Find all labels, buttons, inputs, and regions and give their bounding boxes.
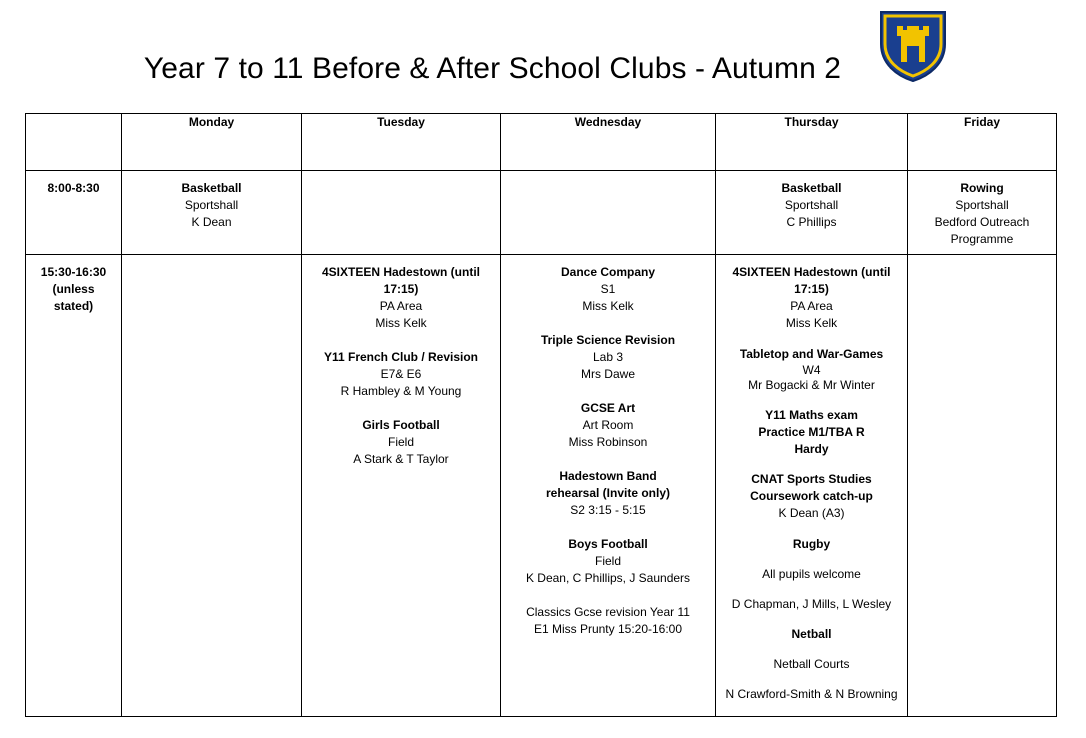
club-staff: Miss Kelk <box>785 316 838 330</box>
club-name: Rugby <box>792 536 831 551</box>
club-entry <box>716 347 907 394</box>
club-entry <box>302 349 500 400</box>
clubs-timetable <box>25 113 1057 717</box>
cell-tuesday-afternoon <box>302 255 501 717</box>
club-name: CNAT Sports Studies Coursework catch-up <box>750 471 873 503</box>
day-header-tuesday: Tuesday <box>302 114 501 171</box>
club-detail: E1 Miss Prunty 15:20-16:00 <box>533 622 683 636</box>
club-staff: R Hambley & M Young <box>340 384 462 398</box>
club-name: Rowing <box>960 181 1004 195</box>
club-detail: Classics Gcse revision Year 11 <box>526 605 690 619</box>
club-entry <box>122 180 301 231</box>
cell-monday-afternoon <box>122 255 302 717</box>
club-name: Y11 French Club / Revision <box>323 350 479 364</box>
day-header-monday: Monday <box>122 114 302 171</box>
club-entry <box>501 332 715 383</box>
club-entry <box>716 471 907 522</box>
after-school-row <box>26 255 1057 717</box>
club-entry <box>501 264 715 315</box>
club-entry <box>716 536 907 553</box>
club-detail: Programme <box>950 232 1014 246</box>
corner-cell <box>26 114 122 171</box>
club-entry <box>716 180 907 231</box>
header-row <box>26 114 1057 171</box>
club-staff: C Phillips <box>786 215 837 229</box>
club-entry <box>716 686 907 703</box>
day-header-friday: Friday <box>908 114 1057 171</box>
club-location: Field <box>387 435 414 449</box>
club-name: Basketball <box>181 181 242 195</box>
day-header-wednesday: Wednesday <box>501 114 716 171</box>
club-entry <box>501 604 715 638</box>
club-name: Y11 Maths exam Practice M1/TBA R Hardy <box>758 407 865 456</box>
club-entry <box>716 626 907 643</box>
club-location: S1 <box>600 282 616 296</box>
club-name: Netball <box>791 626 832 641</box>
club-detail: Bedford Outreach <box>934 215 1030 229</box>
club-staff: K Dean <box>191 215 232 229</box>
club-staff: Mr Bogacki & Mr Winter <box>748 378 875 392</box>
club-entry <box>716 566 907 583</box>
club-location: E7& E6 <box>380 367 422 381</box>
club-entry <box>302 417 500 468</box>
before-school-row <box>26 171 1057 255</box>
club-staff: A Stark & T Taylor <box>353 452 449 466</box>
club-entry <box>908 180 1056 248</box>
cell-wednesday-morning <box>501 171 716 255</box>
club-location: PA Area <box>379 299 423 313</box>
club-name: GCSE Art <box>580 401 636 415</box>
time-slot-morning: 8:00-8:30 <box>26 171 122 255</box>
club-entry <box>501 468 715 519</box>
club-name: Basketball <box>781 181 842 195</box>
club-staff: Mrs Dawe <box>580 367 635 381</box>
club-staff: D Chapman, J Mills, L Wesley <box>731 596 892 611</box>
club-location: Sportshall <box>955 198 1009 212</box>
school-crest-icon <box>879 10 947 82</box>
club-name: 4SIXTEEN Hadestown (until 17:15) <box>732 265 891 296</box>
cell-tuesday-morning <box>302 171 501 255</box>
club-entry <box>501 400 715 451</box>
cell-thursday-morning <box>716 171 908 255</box>
day-header-thursday: Thursday <box>716 114 908 171</box>
club-name: Girls Football <box>362 418 440 432</box>
club-staff: K Dean, C Phillips, J Saunders <box>525 571 691 585</box>
club-staff: Miss Robinson <box>568 435 648 449</box>
club-location: Sportshall <box>184 198 239 212</box>
club-staff: Miss Kelk <box>582 299 634 313</box>
club-entry <box>716 656 907 673</box>
time-line: 15:30-16:30 <box>40 265 107 279</box>
club-name: Dance Company <box>560 265 656 279</box>
cell-wednesday-afternoon <box>501 255 716 717</box>
time-line: stated) <box>53 299 94 313</box>
time-line: (unless <box>52 282 95 296</box>
club-entry <box>716 407 907 458</box>
cell-monday-morning <box>122 171 302 255</box>
club-location: Art Room <box>582 418 634 432</box>
club-location: Sportshall <box>784 198 839 212</box>
club-entry <box>716 264 907 332</box>
club-location: Netball Courts <box>773 656 850 671</box>
club-entry <box>501 536 715 587</box>
club-staff: Miss Kelk <box>375 316 427 330</box>
club-location: PA Area <box>790 299 833 313</box>
club-location: S2 3:15 - 5:15 <box>570 503 646 517</box>
club-location: Field <box>594 554 621 568</box>
club-staff: N Crawford-Smith & N Browning <box>725 686 898 701</box>
cell-friday-morning <box>908 171 1057 255</box>
club-name: Tabletop and War-Games <box>739 347 884 361</box>
cell-thursday-afternoon <box>716 255 908 717</box>
cell-friday-afternoon <box>908 255 1057 717</box>
club-name: Hadestown Band rehearsal (Invite only) <box>545 469 671 500</box>
club-name: Triple Science Revision <box>540 333 676 347</box>
page-title: Year 7 to 11 Before & After School Clubs - Autumn 2 <box>143 52 842 85</box>
club-entry <box>302 264 500 332</box>
club-location: Lab 3 <box>592 350 624 364</box>
club-staff: K Dean (A3) <box>778 505 845 520</box>
club-detail: All pupils welcome <box>762 566 861 581</box>
club-entry <box>716 596 907 613</box>
club-name: Boys Football <box>568 537 648 551</box>
club-location: W4 <box>802 362 821 377</box>
time-slot-afternoon <box>26 255 122 717</box>
club-name: 4SIXTEEN Hadestown (until 17:15) <box>321 265 480 296</box>
